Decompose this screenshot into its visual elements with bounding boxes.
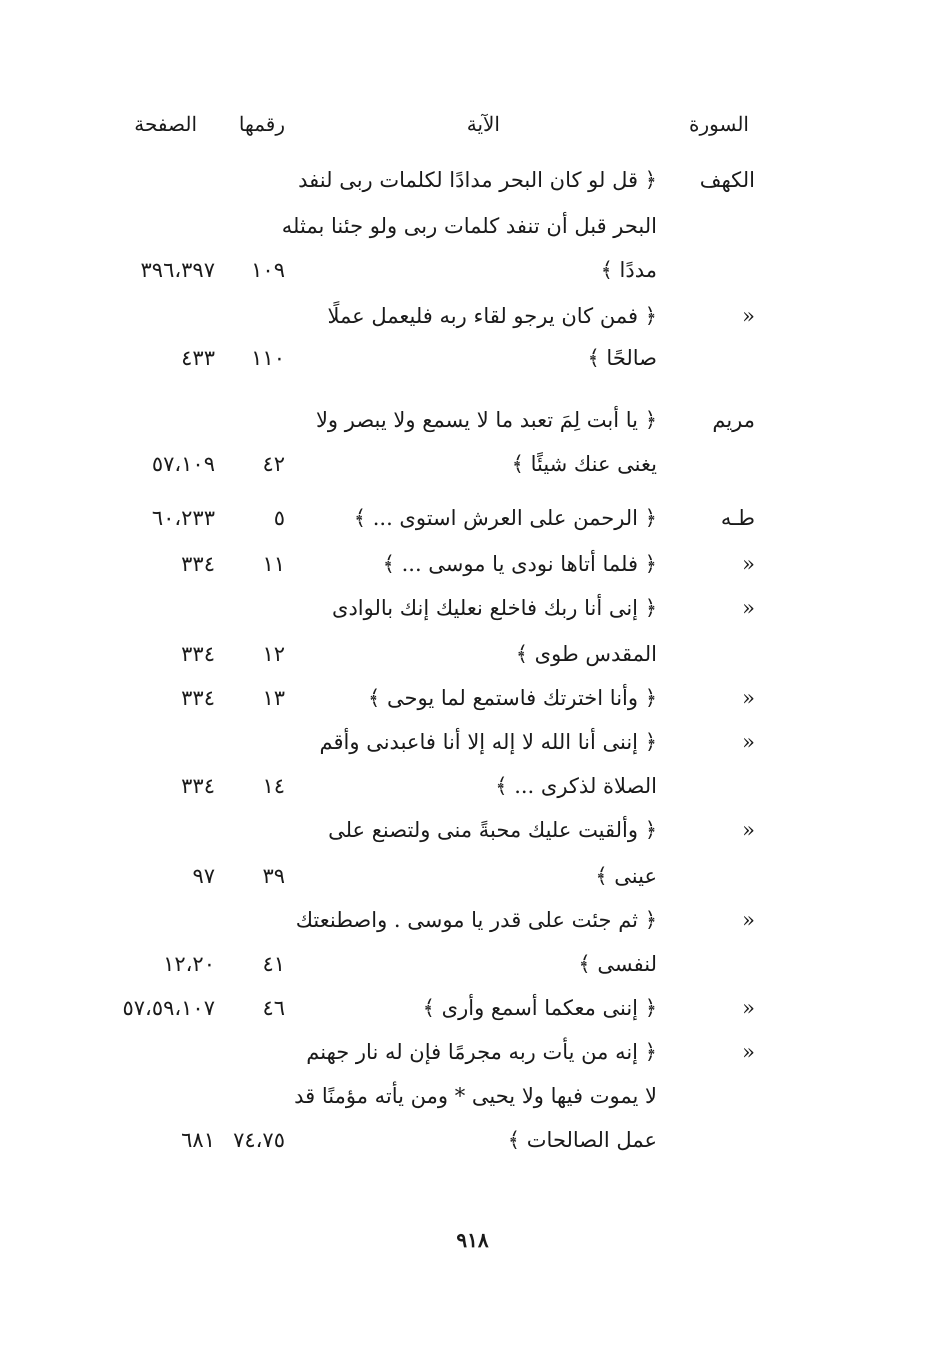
table-row bbox=[0, 996, 945, 1042]
page-reference: ٣٣٤ bbox=[181, 774, 215, 798]
ayah-text: ﴿ إننى أنا الله لا إله إلا أنا فاعبدنى وأقم bbox=[319, 730, 657, 754]
table-row bbox=[0, 452, 945, 498]
ayah-text: يغنى عنك شيئًا ﴾ bbox=[511, 452, 657, 476]
page-reference: ٥٧،٥٩،١٠٧ bbox=[122, 996, 215, 1020]
table-row bbox=[0, 642, 945, 688]
page-reference: ٦٠،٢٣٣ bbox=[151, 506, 215, 530]
table-row bbox=[0, 952, 945, 998]
ayah-number: ١٣ bbox=[262, 686, 285, 710]
page-reference: ٣٣٤ bbox=[181, 642, 215, 666]
surah-cell: « bbox=[742, 818, 755, 842]
table-row bbox=[0, 596, 945, 642]
table-row bbox=[0, 346, 945, 392]
surah-cell: طـه bbox=[720, 506, 755, 530]
page-reference: ٣٣٤ bbox=[181, 552, 215, 576]
surah-cell: « bbox=[742, 686, 755, 710]
ayah-text: ﴿ إنى أنا ربك فاخلع نعليك إنك بالوادى bbox=[332, 596, 657, 620]
page-reference: ٥٧،١٠٩ bbox=[151, 452, 215, 476]
surah-cell: « bbox=[742, 552, 755, 576]
ayah-text: البحر قبل أن تنفد كلمات ربى ولو جئنا بمثله bbox=[281, 214, 657, 238]
ayah-number: ١٤ bbox=[262, 774, 285, 798]
table-row bbox=[0, 1040, 945, 1086]
ayah-number: ١١٠ bbox=[251, 346, 285, 370]
table-row bbox=[0, 864, 945, 910]
table-row bbox=[0, 552, 945, 598]
ayah-text: صالحًا ﴾ bbox=[587, 346, 657, 370]
table-row bbox=[0, 258, 945, 304]
ayah-number: ٧٤،٧٥ bbox=[233, 1128, 285, 1152]
page-reference: ٩٧ bbox=[192, 864, 215, 888]
ayah-text: ﴿ فلما أتاها نودى يا موسى ... ﴾ bbox=[382, 552, 657, 576]
table-row bbox=[0, 1084, 945, 1130]
ayah-text: ﴿ إننى معكما أسمع وأرى ﴾ bbox=[422, 996, 657, 1020]
page-reference: ٣٩٦،٣٩٧ bbox=[140, 258, 215, 282]
surah-cell: « bbox=[742, 908, 755, 932]
ayah-text: ﴿ قل لو كان البحر مدادًا لكلمات ربى لنفد bbox=[298, 168, 657, 192]
header-number: رقمها bbox=[238, 112, 285, 136]
table-row bbox=[0, 818, 945, 864]
header-ayah: الآية bbox=[466, 112, 500, 136]
surah-cell: الكهف bbox=[699, 168, 755, 192]
ayah-text: المقدس طوى ﴾ bbox=[515, 642, 657, 666]
ayah-text: ﴿ الرحمن على العرش استوى ... ﴾ bbox=[353, 506, 657, 530]
table-row bbox=[0, 1128, 945, 1174]
ayah-text: لا يموت فيها ولا يحيى * ومن يأته مؤمنًا قد bbox=[294, 1084, 657, 1108]
ayah-number: ١١ bbox=[262, 552, 285, 576]
ayah-text: عمل الصالحات ﴾ bbox=[507, 1128, 657, 1152]
ayah-text: عينى ﴾ bbox=[595, 864, 657, 888]
surah-cell: « bbox=[742, 596, 755, 620]
page-reference: ٤٣٣ bbox=[181, 346, 215, 370]
table-row bbox=[0, 214, 945, 260]
ayah-number: ٥ bbox=[273, 506, 285, 530]
ayah-number: ٤٢ bbox=[262, 452, 285, 476]
ayah-number: ١٠٩ bbox=[251, 258, 285, 282]
table-row bbox=[0, 304, 945, 350]
header-page: الصفحة bbox=[134, 112, 197, 136]
surah-cell: « bbox=[742, 996, 755, 1020]
table-row bbox=[0, 408, 945, 454]
ayah-text: ﴿ إنه من يأت ربه مجرمًا فإن له نار جهنم bbox=[306, 1040, 657, 1064]
ayah-text: ﴿ وأنا اخترتك فاستمع لما يوحى ﴾ bbox=[368, 686, 657, 710]
ayah-number: ٣٩ bbox=[262, 864, 285, 888]
header-surah: السورة bbox=[689, 112, 749, 136]
page-number: ٩١٨ bbox=[456, 1228, 489, 1252]
surah-cell: مريم bbox=[712, 408, 755, 432]
ayah-text: ﴿ ثم جئت على قدر يا موسى . واصطنعتك bbox=[295, 908, 657, 932]
surah-cell: « bbox=[742, 304, 755, 328]
ayah-text: ﴿ وألقيت عليك محبةً منى ولتصنع على bbox=[328, 818, 657, 842]
table-row bbox=[0, 686, 945, 732]
ayah-text: الصلاة لذكرى ... ﴾ bbox=[495, 774, 657, 798]
table-row bbox=[0, 730, 945, 776]
ayah-text: مددًا ﴾ bbox=[600, 258, 657, 282]
table-row bbox=[0, 774, 945, 820]
table-row bbox=[0, 168, 945, 214]
ayah-text: لنفسى ﴾ bbox=[578, 952, 657, 976]
ayah-number: ١٢ bbox=[262, 642, 285, 666]
surah-cell: « bbox=[742, 730, 755, 754]
page-reference: ٦٨١ bbox=[181, 1128, 215, 1152]
ayah-text: ﴿ يا أبت لِمَ تعبد ما لا يسمع ولا يبصر ولا bbox=[315, 408, 657, 432]
ayah-number: ٤١ bbox=[262, 952, 285, 976]
page-reference: ١٢،٢٠ bbox=[163, 952, 215, 976]
ayah-number: ٤٦ bbox=[262, 996, 285, 1020]
page-reference: ٣٣٤ bbox=[181, 686, 215, 710]
surah-cell: « bbox=[742, 1040, 755, 1064]
table-row bbox=[0, 506, 945, 552]
ayah-text: ﴿ فمن كان يرجو لقاء ربه فليعمل عملًا bbox=[327, 304, 657, 328]
table-row bbox=[0, 908, 945, 954]
